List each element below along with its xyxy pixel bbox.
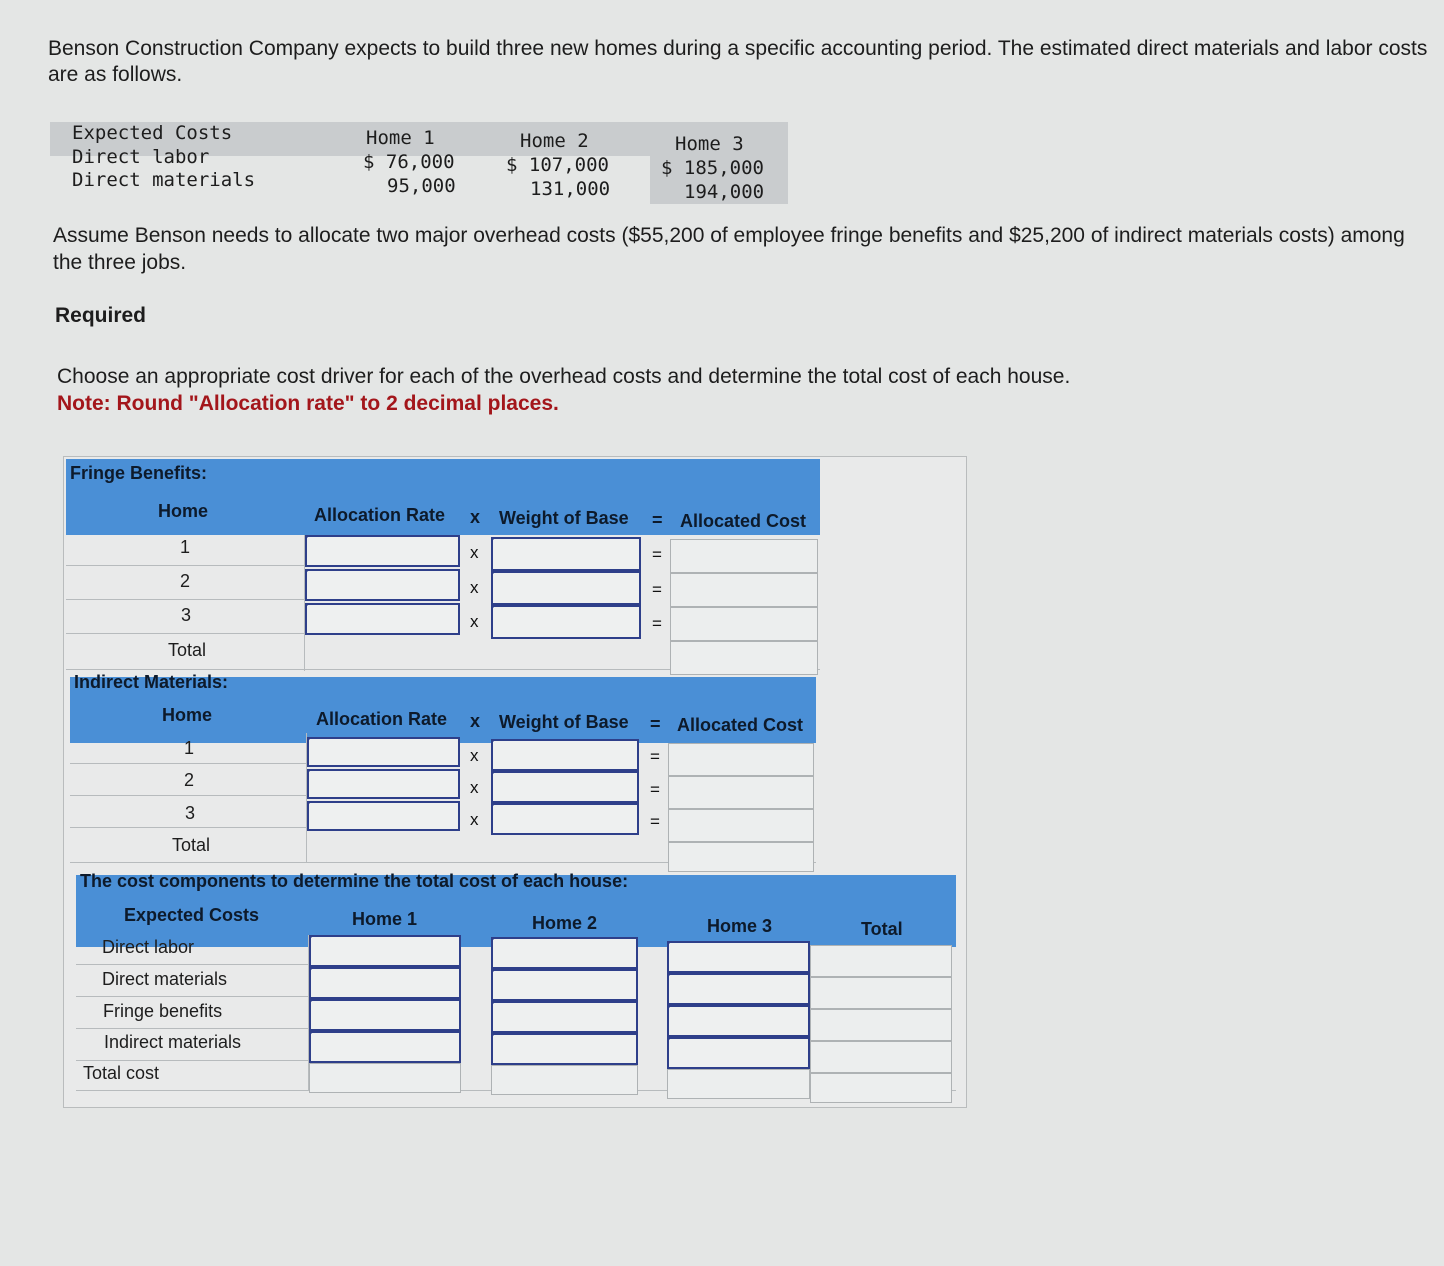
home1-direct-labor: $ 76,000 (363, 151, 455, 173)
fringe-rate-input-3[interactable] (305, 603, 460, 635)
fringe-op-x-3: x (470, 612, 479, 631)
home3-direct-labor: $ 185,000 (661, 157, 764, 179)
home3-fringe-input[interactable] (667, 1005, 810, 1037)
indirect-rate-input-1[interactable] (307, 737, 460, 767)
fringe-op-x-1: x (470, 543, 479, 562)
instruction-text: Choose an appropriate cost driver for each of the overhead costs and determine the total cost of each house. (57, 365, 1071, 388)
indirect-alloc-total (668, 842, 814, 872)
fringe-weight-input-1[interactable] (491, 537, 641, 571)
assume-paragraph: Assume Benson needs to allocate two major overhead costs ($55,200 of employee fringe benefits and $25,200 of indirect materials costs) among the three jobs. (53, 224, 1405, 274)
fringe-weight-input-3[interactable] (491, 605, 641, 639)
fringe-alloc-output-1 (670, 539, 818, 573)
indirect-row-2: 2 (184, 770, 195, 790)
home3-direct-labor-input[interactable] (667, 941, 810, 973)
home2-direct-labor: $ 107,000 (506, 154, 609, 176)
fringe-col-x: x (470, 507, 481, 527)
indirect-title: Indirect Materials: (74, 672, 229, 692)
indirect-col-x: x (470, 711, 481, 731)
fringe-op-x-2: x (470, 578, 479, 597)
components-row-direct-labor: Direct labor (102, 937, 195, 957)
components-col-home2: Home 2 (532, 913, 598, 933)
indirect-col-rate: Allocation Rate (316, 709, 448, 729)
indirect-op-x-1: x (470, 746, 479, 765)
components-col-home3: Home 3 (707, 916, 773, 936)
fringe-rate-input-2[interactable] (305, 569, 460, 601)
home3-header: Home 3 (675, 133, 744, 155)
home1-indirect-input[interactable] (309, 1031, 461, 1063)
indirect-alloc-output-3 (668, 809, 814, 842)
fringe-alloc-output-3 (670, 607, 818, 641)
fringe-op-eq-3: = (652, 614, 662, 633)
direct-labor-label: Direct labor (72, 146, 210, 168)
indirect-op-eq-1: = (650, 747, 660, 766)
components-row-fringe-benefits: Fringe benefits (103, 1001, 223, 1021)
home2-header: Home 2 (520, 130, 589, 152)
total-cost-output (810, 1073, 952, 1103)
indirect-rate-input-3[interactable] (307, 801, 460, 831)
fringe-col-rate: Allocation Rate (314, 505, 446, 525)
total-indirect-output (810, 1041, 952, 1073)
home2-fringe-input[interactable] (491, 1001, 638, 1033)
indirect-total-label: Total (172, 835, 211, 855)
indirect-op-eq-3: = (650, 812, 660, 831)
home2-direct-materials: 131,000 (530, 178, 611, 200)
indirect-row-3: 3 (185, 803, 196, 823)
total-direct-labor-output (810, 945, 952, 977)
home2-direct-materials-input[interactable] (491, 969, 638, 1001)
fringe-weight-input-2[interactable] (491, 571, 641, 605)
components-title: The cost components to determine the total cost of each house: (80, 871, 629, 891)
components-total-label: Total cost (83, 1063, 160, 1083)
fringe-alloc-total (670, 641, 818, 675)
indirect-col-alloc: Allocated Cost (677, 715, 804, 735)
fringe-alloc-output-2 (670, 573, 818, 607)
home1-direct-labor-input[interactable] (309, 935, 461, 967)
indirect-col-eq: = (650, 714, 661, 734)
intro-paragraph: Benson Construction Company expects to build three new homes during a specific accounting period. The estimated direct materials and labor costs are as follows. (48, 37, 1428, 86)
indirect-weight-input-1[interactable] (491, 739, 639, 771)
expected-costs-header: Expected Costs (72, 122, 233, 144)
fringe-rate-input-1[interactable] (305, 535, 460, 567)
home3-direct-materials-input[interactable] (667, 973, 810, 1005)
fringe-total-label: Total (168, 640, 207, 660)
indirect-col-weight: Weight of Base (499, 712, 629, 732)
home1-fringe-input[interactable] (309, 999, 461, 1031)
home1-total-output (309, 1063, 461, 1093)
home1-direct-materials: 95,000 (387, 175, 456, 197)
components-col-expected: Expected Costs (124, 905, 260, 925)
required-heading: Required (55, 304, 147, 327)
indirect-op-x-2: x (470, 778, 479, 797)
worksheet (63, 456, 967, 1108)
expected-costs-table (50, 120, 788, 204)
home2-direct-labor-input[interactable] (491, 937, 638, 969)
home3-direct-materials: 194,000 (684, 181, 765, 203)
fringe-title: Fringe Benefits: (70, 463, 208, 483)
indirect-alloc-output-1 (668, 743, 814, 776)
home3-indirect-input[interactable] (667, 1037, 810, 1069)
home1-header: Home 1 (366, 127, 435, 149)
fringe-col-eq: = (652, 510, 663, 530)
indirect-alloc-output-2 (668, 776, 814, 809)
indirect-row-1: 1 (184, 738, 195, 758)
instruction-paragraph (57, 363, 1257, 417)
components-row-direct-materials: Direct materials (102, 969, 228, 989)
indirect-op-eq-2: = (650, 780, 660, 799)
home3-total-output (667, 1069, 810, 1099)
rounding-note: Note: Round "Allocation rate" to 2 decimal places. (57, 392, 559, 415)
fringe-col-alloc: Allocated Cost (680, 511, 807, 531)
fringe-col-home: Home (158, 501, 209, 521)
total-fringe-output (810, 1009, 952, 1041)
fringe-row-3: 3 (181, 605, 192, 625)
fringe-row-2: 2 (180, 571, 191, 591)
components-col-total: Total (861, 919, 903, 939)
home1-direct-materials-input[interactable] (309, 967, 461, 999)
home2-indirect-input[interactable] (491, 1033, 638, 1065)
fringe-op-eq-2: = (652, 580, 662, 599)
components-col-home1: Home 1 (352, 909, 418, 929)
fringe-op-eq-1: = (652, 545, 662, 564)
indirect-weight-input-2[interactable] (491, 771, 639, 803)
home2-total-output (491, 1065, 638, 1095)
fringe-col-weight: Weight of Base (499, 508, 629, 528)
total-direct-materials-output (810, 977, 952, 1009)
indirect-op-x-3: x (470, 810, 479, 829)
indirect-weight-input-3[interactable] (491, 803, 639, 835)
indirect-col-home: Home (162, 705, 213, 725)
indirect-rate-input-2[interactable] (307, 769, 460, 799)
fringe-row-1: 1 (180, 537, 191, 557)
direct-materials-label: Direct materials (72, 169, 256, 191)
components-row-indirect-materials: Indirect materials (104, 1032, 242, 1052)
